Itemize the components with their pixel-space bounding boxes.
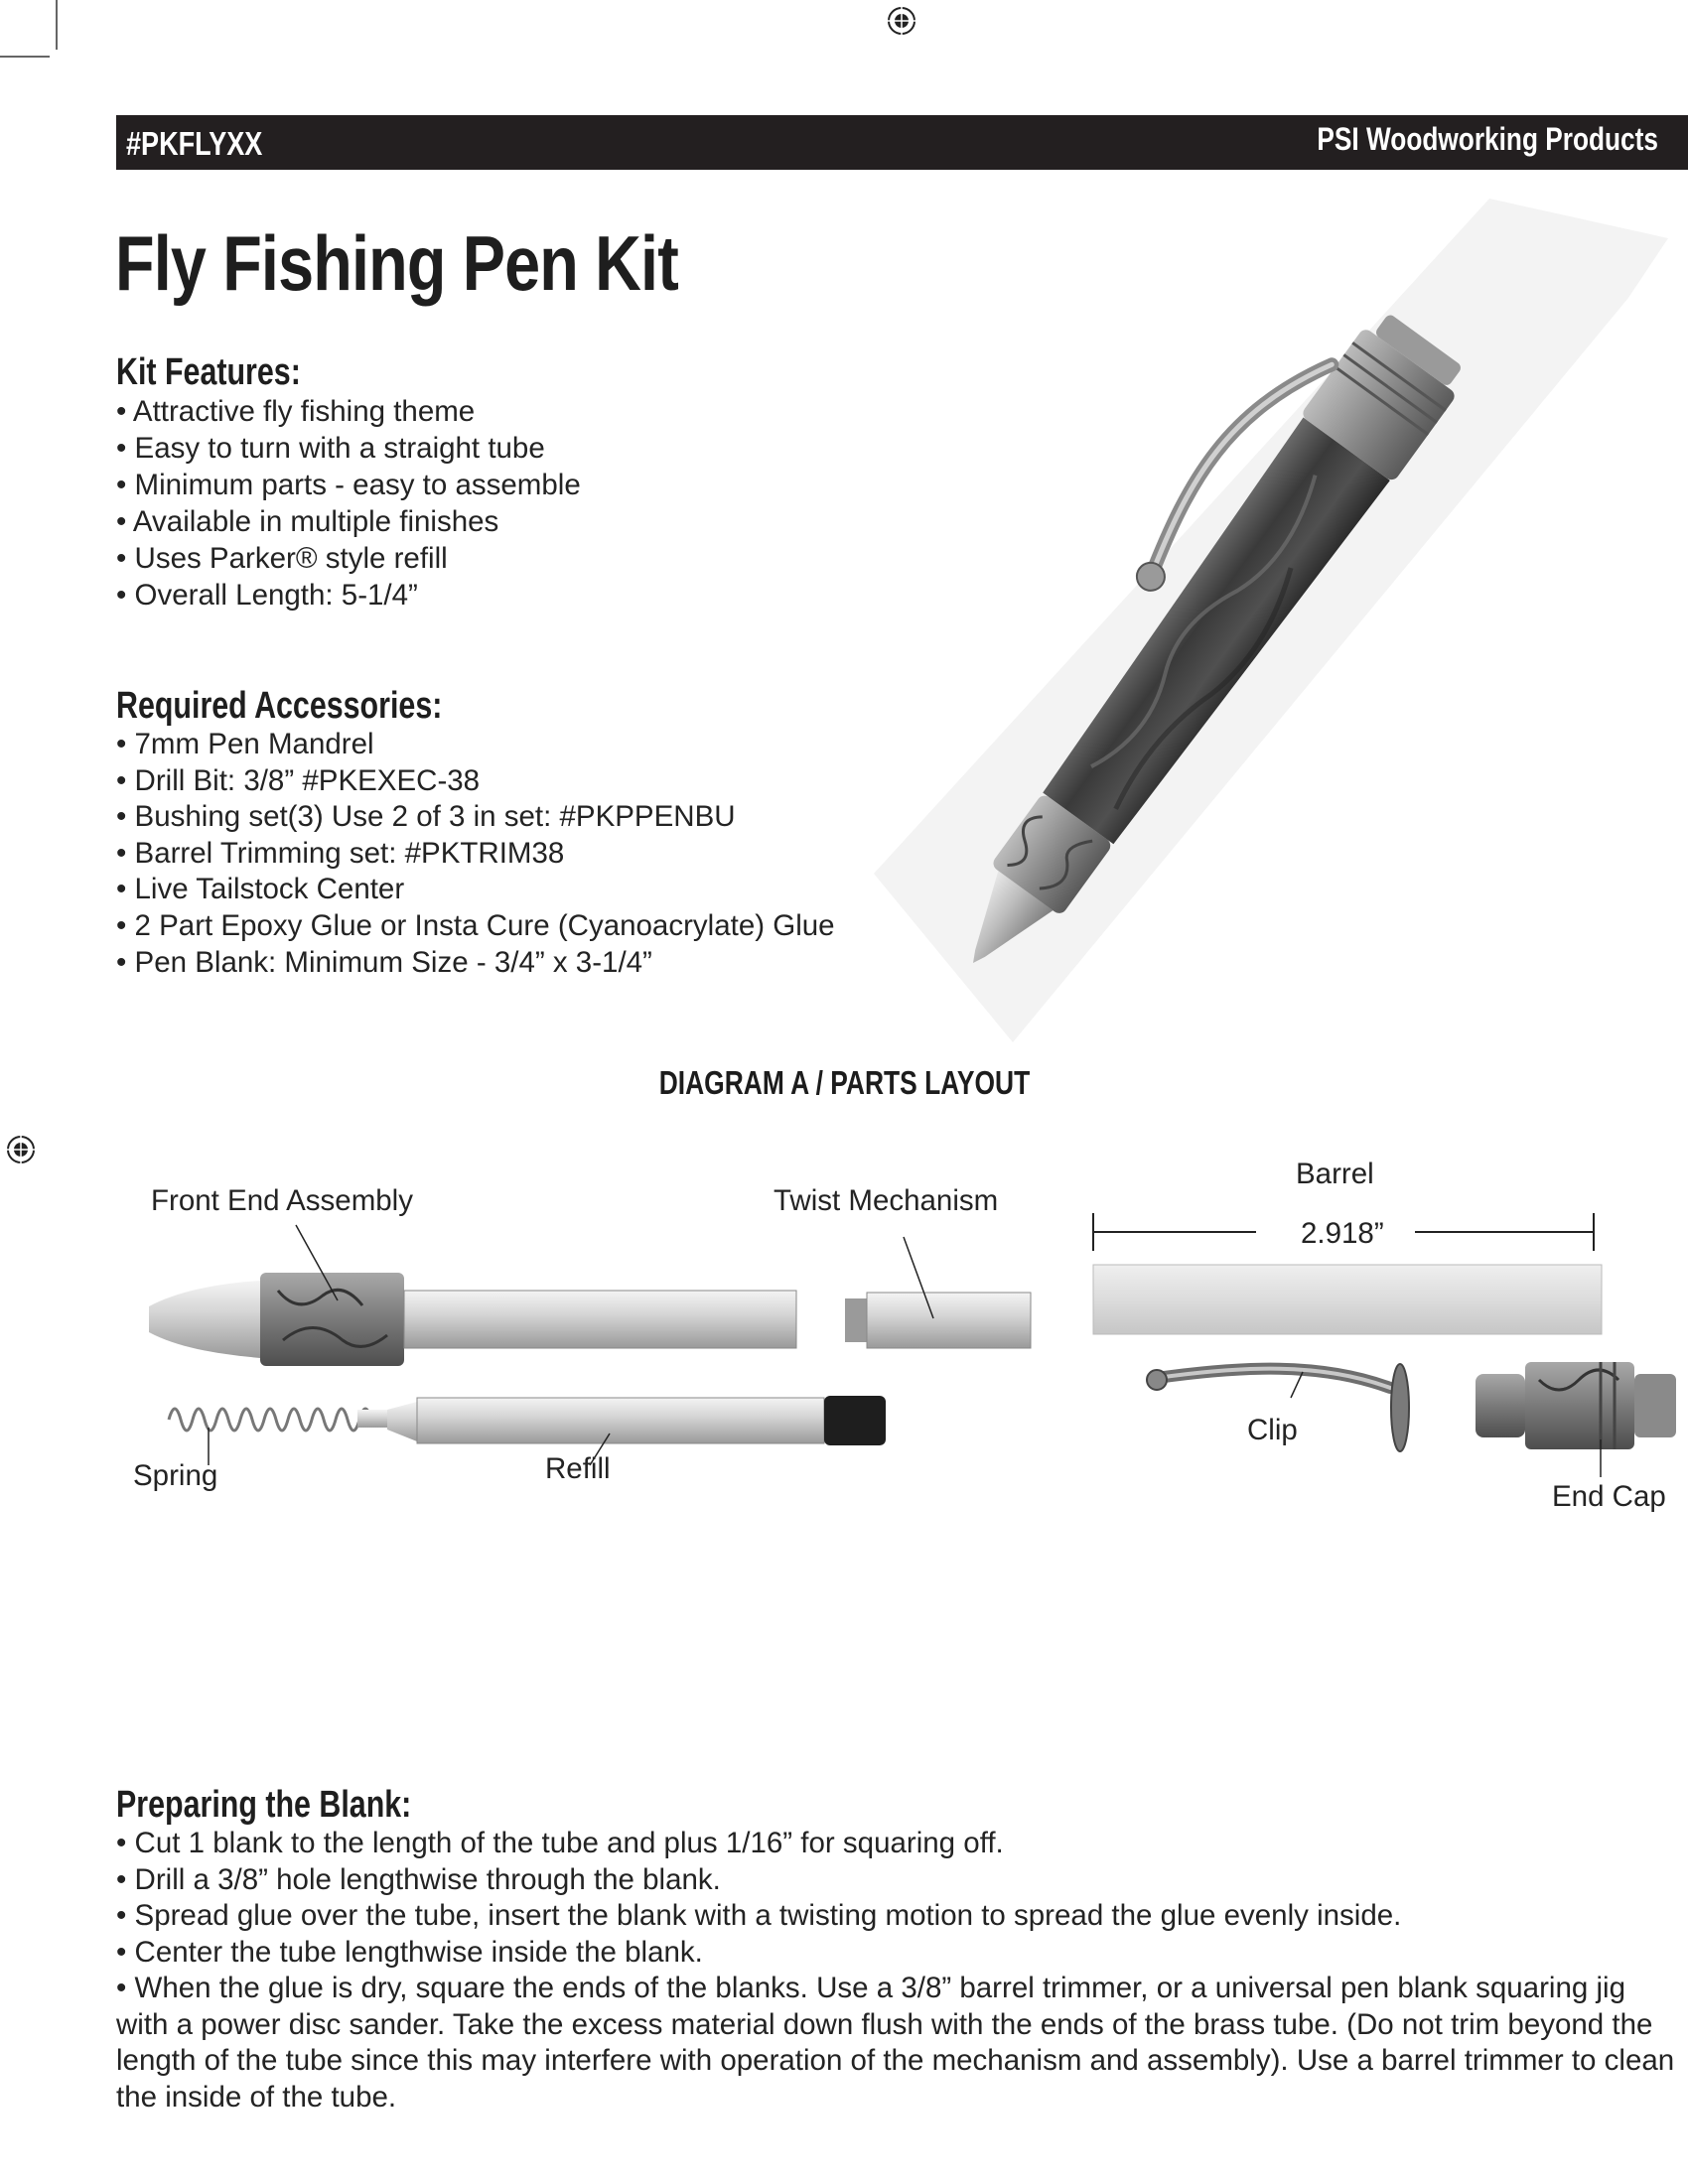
list-item: • Spread glue over the tube, insert the blank with a twisting motion to spread the glue evenly inside. <box>116 1899 1402 1933</box>
list-item: • Live Tailstock Center <box>116 873 405 906</box>
preparing-final-paragraph: • When the glue is dry, square the ends of the blanks. Use a 3/8” barrel trimmer, or a universal pen blank squaring jig with a power disc sander. Take the excess material down flush with the ends of the brass tube. (Do not trim beyond the length of the tube since this may interfere with operation of the mechanism and assembly). Use a barrel trimmer to clean the inside of the tube. <box>116 1972 1675 2114</box>
barrel-part <box>1093 1265 1602 1334</box>
list-item: • Center the tube lengthwise inside the blank. <box>116 1935 703 1969</box>
crop-mark <box>0 0 70 69</box>
features-heading: Kit Features: <box>116 351 301 393</box>
preparing-list <box>116 1826 1401 1971</box>
accessories-heading: Required Accessories: <box>116 685 443 727</box>
list-item: • 2 Part Epoxy Glue or Insta Cure (Cyanoacrylate) Glue <box>116 908 835 942</box>
list-item: • Available in multiple finishes <box>116 505 499 538</box>
refill-part <box>357 1396 886 1445</box>
twist-mechanism-part <box>845 1293 1031 1348</box>
label-refill: Refill <box>545 1452 611 1485</box>
label-barrel-length: 2.918” <box>1301 1217 1384 1250</box>
registration-mark-icon <box>887 6 916 36</box>
label-barrel: Barrel <box>1296 1158 1374 1190</box>
product-sku: #PKFLYXX <box>126 125 263 162</box>
list-item: • 7mm Pen Mandrel <box>116 728 374 760</box>
list-item: • Uses Parker® style refill <box>116 542 448 575</box>
assembled-pen-illustration <box>854 179 1688 1052</box>
list-item: • Drill Bit: 3/8” #PKEXEC-38 <box>116 763 481 797</box>
list-item: • Bushing set(3) Use 2 of 3 in set: #PKPPENBU <box>116 800 736 834</box>
preparing-heading: Preparing the Blank: <box>116 1784 412 1826</box>
label-spring: Spring <box>133 1459 218 1492</box>
list-item: • Attractive fly fishing theme <box>116 395 476 428</box>
list-item: • Minimum parts - easy to assemble <box>116 469 581 501</box>
list-item: • Pen Blank: Minimum Size - 3/4” x 3-1/4” <box>116 945 652 979</box>
list-item: • Easy to turn with a straight tube <box>116 432 545 465</box>
label-end-cap: End Cap <box>1552 1480 1666 1513</box>
spring-part <box>169 1409 371 1431</box>
label-twist-mechanism: Twist Mechanism <box>774 1184 999 1217</box>
brand-name: PSI Woodworking Products <box>1317 121 1658 157</box>
list-item: • Overall Length: 5-1/4” <box>116 579 418 612</box>
label-front-end-assembly: Front End Assembly <box>151 1184 413 1217</box>
list-item: • Cut 1 blank to the length of the tube and plus 1/16” for squaring off. <box>116 1827 1004 1859</box>
front-end-assembly-part <box>149 1273 796 1366</box>
diagram-title: DIAGRAM A / PARTS LAYOUT <box>658 1064 1030 1101</box>
end-cap-part <box>1476 1362 1676 1449</box>
accessories-list <box>116 727 835 981</box>
list-item: • Drill a 3/8” hole lengthwise through the blank. <box>116 1862 721 1896</box>
page-title: Fly Fishing Pen Kit <box>115 219 678 307</box>
label-clip: Clip <box>1247 1414 1298 1446</box>
features-list <box>116 393 581 614</box>
list-item: • Barrel Trimming set: #PKTRIM38 <box>116 836 565 870</box>
